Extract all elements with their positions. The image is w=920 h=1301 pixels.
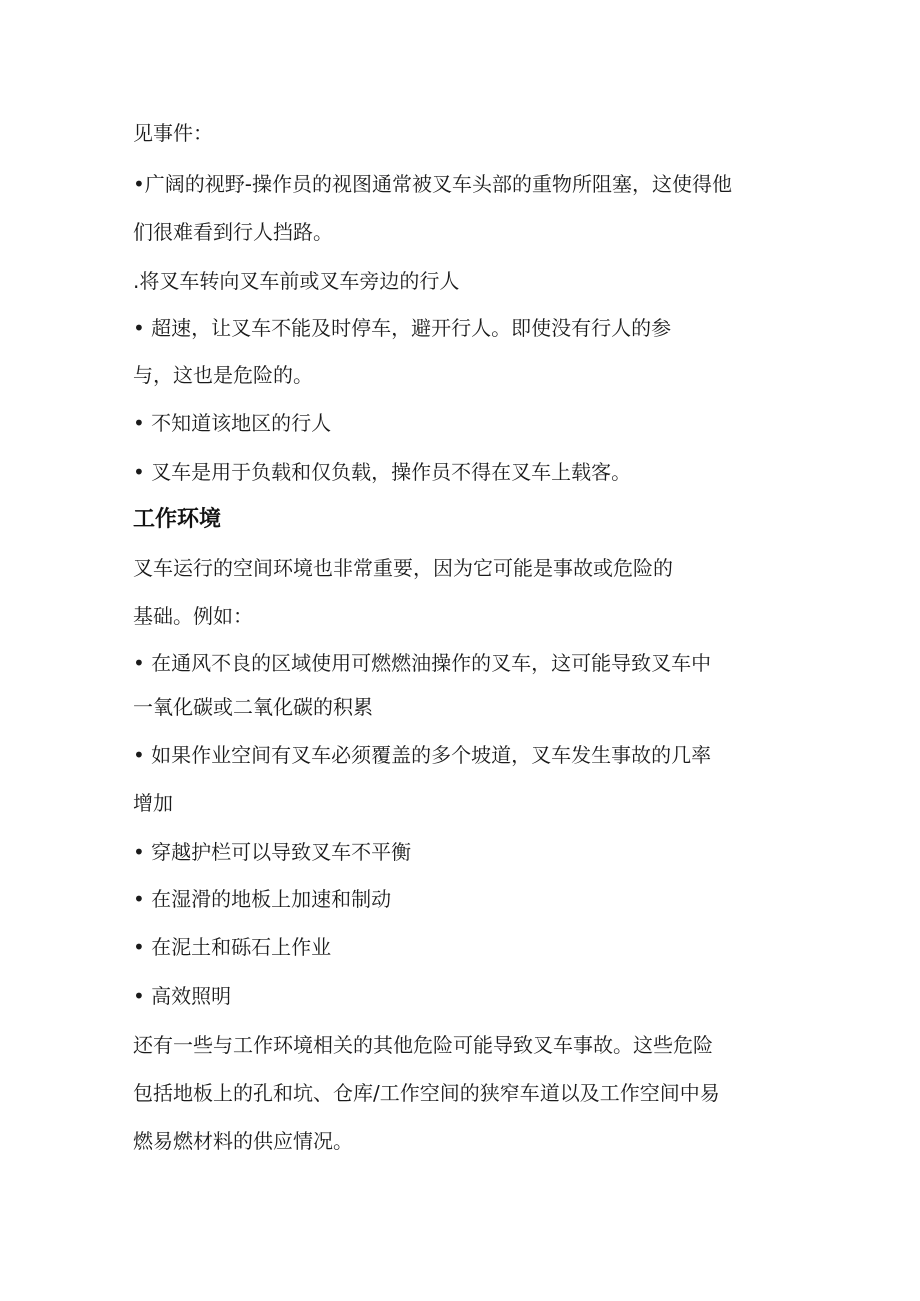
paragraph-line: 基础。例如： xyxy=(133,604,253,628)
text-line-intro: 见事件： xyxy=(133,121,213,145)
bullet-load-only: • 叉车是用于负载和仅负载，操作员不得在叉车上载客。 xyxy=(133,460,632,484)
bullet-slippery-floor: • 在湿滑的地板上加速和制动 xyxy=(133,887,392,911)
text-line-continuation: 们很难看到行人挡路。 xyxy=(133,220,333,244)
section-heading: 工作环境 xyxy=(133,507,222,532)
bullet-guardrail: • 穿越护栏可以导致叉车不平衡 xyxy=(133,840,412,864)
bullet-lighting: • 高效照明 xyxy=(133,984,232,1008)
bullet-ramps: • 如果作业空间有叉车必须覆盖的多个坡道，叉车发生事故的几率 xyxy=(133,743,712,767)
paragraph-line: 还有一些与工作环境相关的其他危险可能导致叉车事故。这些危险 xyxy=(133,1033,713,1057)
text-line-continuation: 增加 xyxy=(133,791,173,815)
text-line-continuation: 一氧化碳或二氧化碳的积累 xyxy=(133,695,373,719)
bullet-wide-view: •广阔的视野-操作员的视图通常被叉车头部的重物所阻塞，这使得他 xyxy=(133,172,733,196)
bullet-dirt-gravel: • 在泥土和砾石上作业 xyxy=(133,935,332,959)
paragraph-line: 燃易燃材料的供应情况。 xyxy=(133,1129,353,1153)
text-line-continuation: 与，这也是危险的。 xyxy=(133,363,313,387)
bullet-speeding: • 超速，让叉车不能及时停车，避开行人。即使没有行人的参 xyxy=(133,316,672,340)
paragraph-line: 包括地板上的孔和坑、仓库/工作空间的狭窄车道以及工作空间中易 xyxy=(133,1081,720,1105)
bullet-ventilation: • 在通风不良的区域使用可燃燃油操作的叉车，这可能导致叉车中 xyxy=(133,651,712,675)
paragraph-line: 叉车运行的空间环境也非常重要，因为它可能是事故或危险的 xyxy=(133,556,673,580)
bullet-turning: .将叉车转向叉车前或叉车旁边的行人 xyxy=(133,269,460,293)
bullet-unaware-pedestrians: • 不知道该地区的行人 xyxy=(133,411,332,435)
